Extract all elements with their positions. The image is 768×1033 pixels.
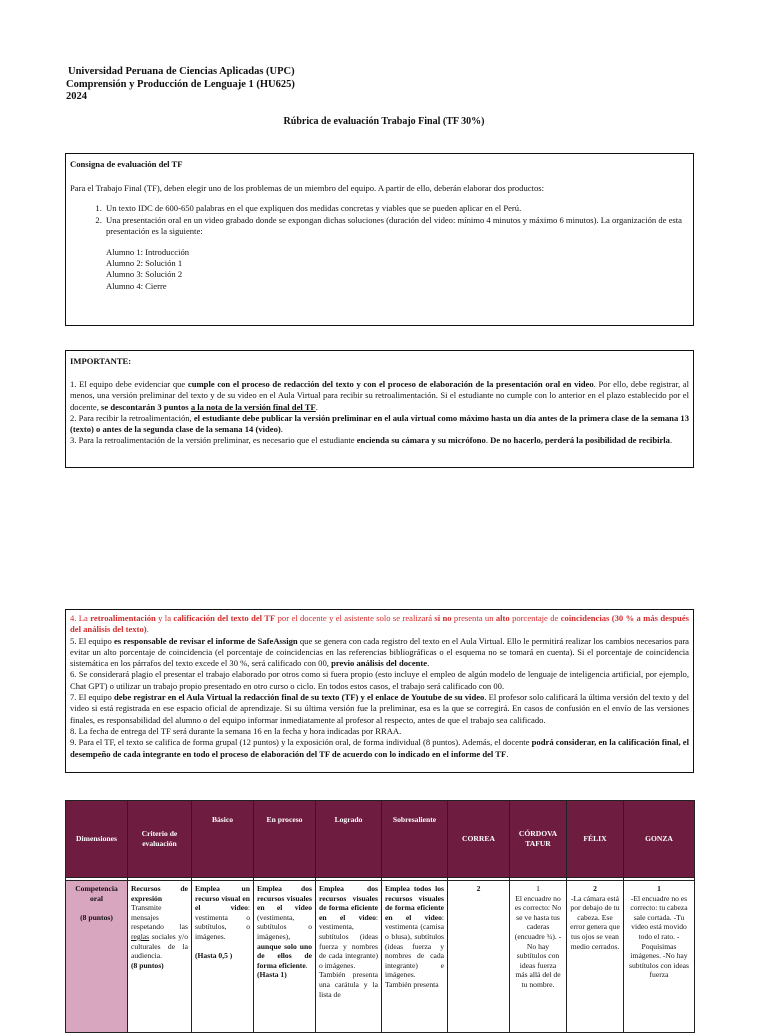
presentation-organization	[70, 247, 689, 292]
score-correa: 2	[448, 881, 510, 1033]
consigna-intro: Para el Trabajo Final (TF), deben elegir uno de los problemas de un miembro del equipo. A partir de ello, deberán elaborar dos productos:	[70, 183, 544, 194]
alumno-line: Alumno 1: Introducción	[106, 247, 190, 258]
table-row	[66, 881, 695, 1033]
criterion-cell: Recursos de expresión Transmite mensajes respetando las reglas sociales y/o culturales de la audiencia. (8 puntos)	[128, 881, 192, 1033]
score-felix: 2 -La cámara está por debajo de tu cabeza. Ese error genera que tus ojos se vean medio cerrados.	[567, 881, 624, 1033]
rule-paragraph: 3. Para la retroalimentación de la versión preliminar, es necesario que el estudiante encienda su cámara y su micrófono. De no hacerlo, perderá la posibilidad de recibirla.	[70, 435, 673, 446]
rule-paragraph: 4. La retroalimentación y la calificación del texto del TF por el docente y el asistente solo se realizará si no presenta un alto porcentaje de coincidencias (30 % a más después del análisis del texto).	[70, 613, 689, 635]
score-cordova: 1 El encuadre no es correcto: No se ve hasta tus caderas (encuadre ¾). -No hay subtítulos con ideas fuerza más allá del de tu nombre.	[510, 881, 567, 1033]
column-header: En proceso	[254, 801, 316, 878]
importante-box	[65, 350, 694, 468]
alumno-line: Alumno 2: Solución 1	[106, 258, 183, 269]
column-header: Sobresaliente	[382, 801, 448, 878]
alumno-line: Alumno 4: Cierre	[106, 280, 167, 291]
rule-paragraph: 2. Para recibir la retroalimentación, el estudiante debe publicar la versión preliminar en el aula virtual como máximo hasta un día antes de la primera clase de la semana 13 (texto) o antes de la segunda clase de la semana 14 (video).	[70, 412, 689, 435]
list-item: 1. Un texto IDC de 600-650 palabras en el que expliquen dos medidas concretas y viables que se pueden aplicar en el Perú.	[104, 203, 689, 214]
column-header: Dimensiones	[66, 801, 128, 878]
list-item: 2. Una presentación oral en un video grabado donde se expongan dichas soluciones (duración del video: mínimo 4 minutos y máximo 6 minutos). La organización de esta presentación es la siguiente:	[104, 215, 689, 237]
rule-paragraph: 1. El equipo debe evidenciar que cumple con el proceso de redacción del texto y con el proceso de elaboración de la presentación oral en video. Por ello, debe registrar, al menos, una versión preliminar del texto y de su video en el Aula Virtual para recibir su retroalimentación. Si el estudiante no cumple con lo anterior en el plazo establecido por el docente, se descontarán 3 puntos a la nota de la versión final del TF.	[70, 379, 690, 412]
column-header: CÓRDOVA TAFUR	[510, 801, 567, 878]
alumno-line: Alumno 3: Solución 2	[106, 269, 183, 280]
consigna-box	[65, 153, 694, 326]
year: 2024	[66, 91, 87, 102]
document-header	[66, 66, 295, 104]
en-proceso-cell: Emplea dos recursos visuales en el video (vestimenta, subtítulos o imágenes), aunque solo uno de ellos de forma eficiente. (Hasta 1)	[254, 881, 316, 1033]
consigna-heading: Consigna de evaluación del TF	[70, 159, 183, 169]
rule-paragraph: 6. Se considerará plagio el presentar el trabajo elaborado por otros como si fuera propio (esto incluye el empleo de algún modelo de lenguaje de inteligencia artificial, por ejemplo, Chat GPT) o utilizar un trabajo propio presentado en otro curso o ciclo. En todos estos casos, el trabajo será calificado con 00.	[70, 669, 689, 691]
basico-cell: Emplea un recurso visual en el video: vestimenta o subtítulos, o imágenes. (Hasta 0,5 )	[192, 881, 254, 1033]
dimension-cell: Competencia oral (8 puntos)	[66, 881, 128, 1033]
column-header: FÉLIX	[567, 801, 624, 878]
column-header: Criterio de evaluación	[128, 801, 192, 878]
importante-heading: IMPORTANTE:	[70, 356, 132, 366]
university-name: Universidad Peruana de Ciencias Aplicadas (UPC)	[68, 66, 295, 77]
logrado-cell: Emplea dos recursos visuales de forma eficiente en el video: vestimenta, subtítulos (ideas fuerza y nombres de cada integrante) o imágenes. También presenta una carátula y la lista de	[316, 881, 382, 1033]
table-header-row	[66, 801, 695, 878]
rules-box	[65, 609, 694, 773]
rule-paragraph: 9. Para el TF, el texto se califica de forma grupal (12 puntos) y la exposición oral, de forma individual (8 puntos). Además, el docente podrá considerar, en la calificación final, el desempeño de cada integrante en todo el proceso de elaboración del TF de acuerdo con lo indicado en el informe del TF.	[70, 737, 689, 759]
column-header: Logrado	[316, 801, 382, 878]
rule-paragraph: 7. El equipo debe registrar en el Aula Virtual la redacción final de su texto (TF) y el enlace de Youtube de su video. El profesor solo calificará la última versión del texto y del video si está registrada en ese espacio oficial de aprendizaje. Si su última versión fue la preliminar, esa es la que se corregirá. En casos de confusión en el envío de las versiones finales, es responsabilidad del alumno o del equipo informar inmediatamente al profesor al respecto, antes de que el trabajo sea calificado.	[70, 692, 689, 725]
column-header: GONZA	[624, 801, 695, 878]
sobresaliente-cell: Emplea todos los recursos visuales de forma eficiente en el video: vestimenta (camisa o blusa), subtítulos (ideas fuerza y nombres de cada integrante) e imágenes. También presenta	[382, 881, 448, 1033]
rule-paragraph: 8. La fecha de entrega del TF será durante la semana 16 en la fecha y hora indicadas por RRAA.	[70, 725, 402, 736]
rule-paragraph: 5. El equipo es responsable de revisar el informe de SafeAssign que se genera con cada registro del texto en el Aula Virtual. Ello le permitirá realizar los cambios necesarios para evitar un alto porcentaje de coincidencia (el porcentaje de coincidencias en las referencias bibliográficas o el esquema no se tomará en cuenta). Si el porcentaje de coincidencia sistemática en los párrafos del texto excede el 30 %, será calificado con 00, previo análisis del docente.	[70, 635, 689, 669]
page-title: Rúbrica de evaluación Trabajo Final (TF 30%)	[283, 116, 485, 127]
column-header: Básico	[192, 801, 254, 878]
course-name: Comprensión y Producción de Lenguaje 1 (HU625)	[66, 78, 295, 90]
rubric-table	[65, 800, 695, 1033]
products-list	[70, 203, 689, 237]
column-header: CORREA	[448, 801, 510, 878]
score-gonza: 1 -El encuadre no es correcto: tu cabeza sale cortada. -Tu video está movido todo el rato. -Poquísimas imágenes. -No hay subtítulos con ideas fuerza	[624, 881, 695, 1033]
